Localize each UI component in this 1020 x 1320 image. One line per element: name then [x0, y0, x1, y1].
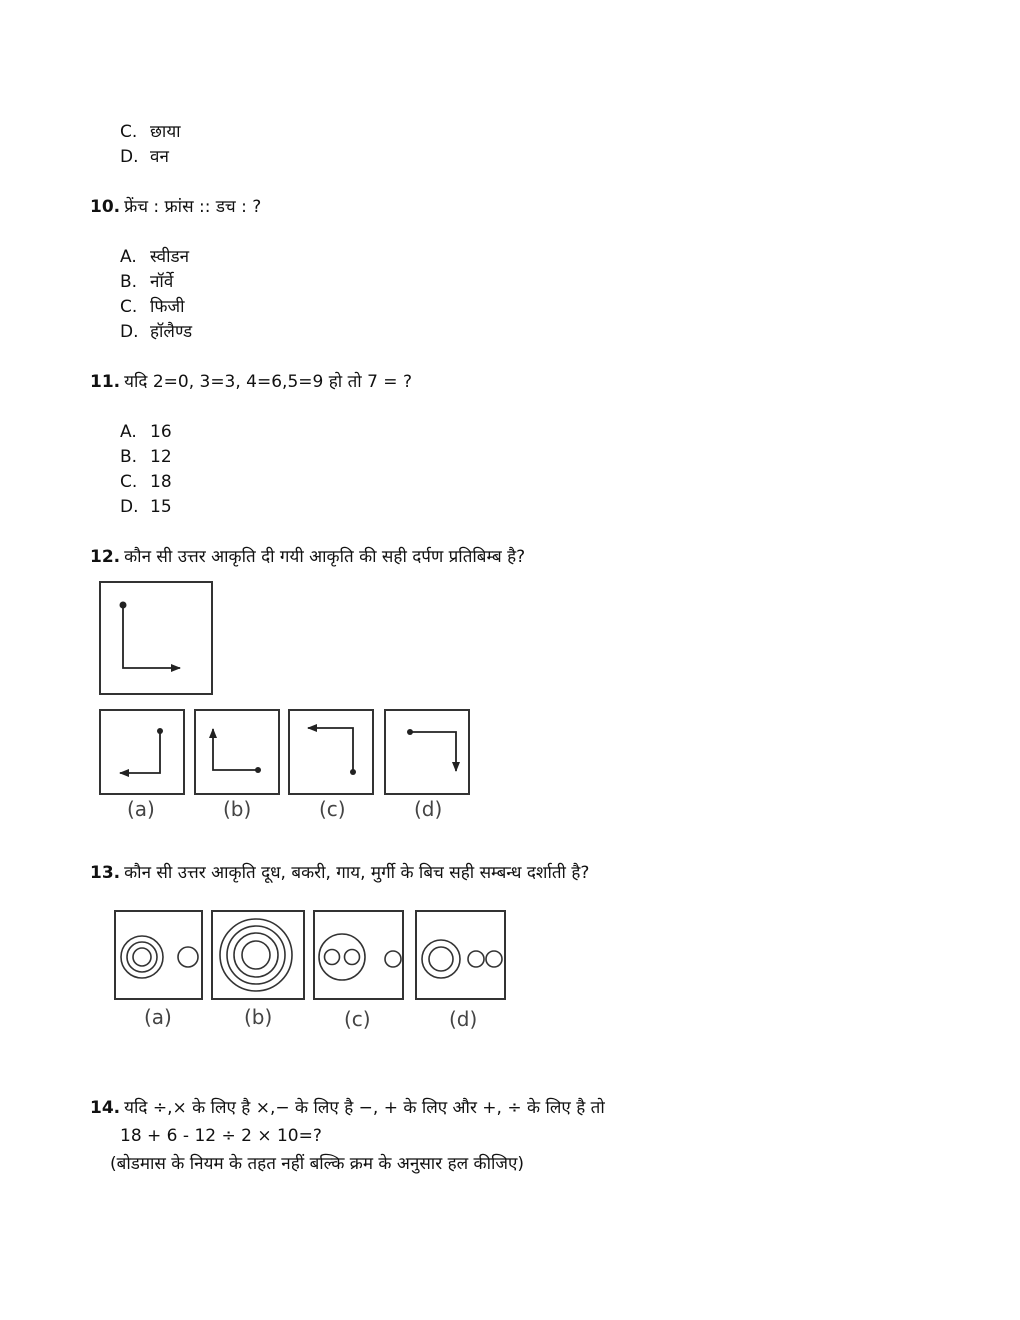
q12-answer-figure-a[interactable] — [100, 710, 184, 794]
option-text: 16 — [150, 422, 172, 442]
q13-answer-figure-a[interactable] — [115, 911, 202, 999]
q12-answer-figure-d[interactable] — [385, 710, 469, 794]
option-text: नॉर्वे — [150, 272, 174, 292]
caption-b: (b) — [223, 797, 252, 821]
q13-answer-figure-b[interactable] — [212, 911, 304, 999]
option-text: स्वीडन — [150, 247, 189, 267]
option-label: C. — [120, 297, 138, 317]
q9-option-d[interactable] — [120, 146, 169, 168]
option-text: फिजी — [150, 297, 185, 317]
q14-expression: 18 + 6 - 12 ÷ 2 × 10=? — [120, 1126, 322, 1146]
q11-option-b[interactable] — [120, 446, 172, 468]
q12-answer-figure-b[interactable] — [195, 710, 279, 794]
caption-c: (c) — [319, 797, 346, 821]
question-12 — [90, 546, 525, 568]
question-text: कौन सी उत्तर आकृति दी गयी आकृति की सही दर्पण प्रतिबिम्ब है? — [124, 547, 526, 567]
caption-a: (a) — [144, 1005, 172, 1029]
question-text: यदि ÷,× के लिए है ×,− के लिए है −, + के लिए और +, ÷ के लिए है तो — [124, 1098, 605, 1118]
option-text: वन — [150, 147, 169, 167]
q10-option-a[interactable] — [120, 246, 189, 268]
question-text: कौन सी उत्तर आकृति दूध, बकरी, गाय, मुर्गी के बिच सही सम्बन्ध दर्शाती है? — [124, 863, 590, 883]
q11-option-d[interactable] — [120, 496, 172, 518]
option-label: D. — [120, 322, 139, 342]
q12-figure — [90, 575, 490, 830]
option-label: C. — [120, 122, 138, 142]
question-number: 14. — [90, 1098, 121, 1118]
option-label: B. — [120, 447, 138, 467]
q12-question-figure — [100, 582, 212, 694]
option-text: 18 — [150, 472, 172, 492]
q13-answer-figure-d[interactable] — [416, 911, 505, 999]
question-text: फ्रेंच : फ्रांस :: डच : ? — [124, 197, 262, 217]
question-10 — [90, 196, 261, 218]
q9-option-c[interactable] — [120, 121, 181, 143]
caption-d: (d) — [414, 797, 443, 821]
q13-figure — [110, 905, 510, 1035]
caption-a: (a) — [127, 797, 155, 821]
option-label: A. — [120, 247, 137, 267]
option-text: 12 — [150, 447, 172, 467]
question-number: 10. — [90, 197, 121, 217]
option-label: D. — [120, 497, 139, 517]
option-text: हॉलैण्ड — [150, 322, 193, 342]
question-13 — [90, 862, 589, 884]
q13-answer-figure-c[interactable] — [314, 911, 403, 999]
q10-option-d[interactable] — [120, 321, 192, 343]
q11-option-a[interactable] — [120, 421, 172, 443]
q10-option-c[interactable] — [120, 296, 185, 318]
caption-c: (c) — [344, 1007, 371, 1031]
option-label: B. — [120, 272, 138, 292]
option-label: C. — [120, 472, 138, 492]
q11-option-c[interactable] — [120, 471, 172, 493]
caption-b: (b) — [244, 1005, 273, 1029]
option-label: A. — [120, 422, 137, 442]
question-text: यदि 2=0, 3=3, 4=6,5=9 हो तो 7 = ? — [124, 372, 412, 392]
question-14 — [90, 1097, 605, 1119]
option-text: 15 — [150, 497, 172, 517]
question-number: 13. — [90, 863, 121, 883]
option-text: छाया — [150, 122, 181, 142]
question-number: 11. — [90, 372, 121, 392]
question-11 — [90, 371, 412, 393]
q14-note: (बोडमास के नियम के तहत नहीं बल्कि क्रम के अनुसार हल कीजिए) — [110, 1154, 525, 1174]
q12-answer-figure-c[interactable] — [289, 710, 373, 794]
question-number: 12. — [90, 547, 121, 567]
q10-option-b[interactable] — [120, 271, 173, 293]
option-label: D. — [120, 147, 139, 167]
caption-d: (d) — [449, 1007, 478, 1031]
